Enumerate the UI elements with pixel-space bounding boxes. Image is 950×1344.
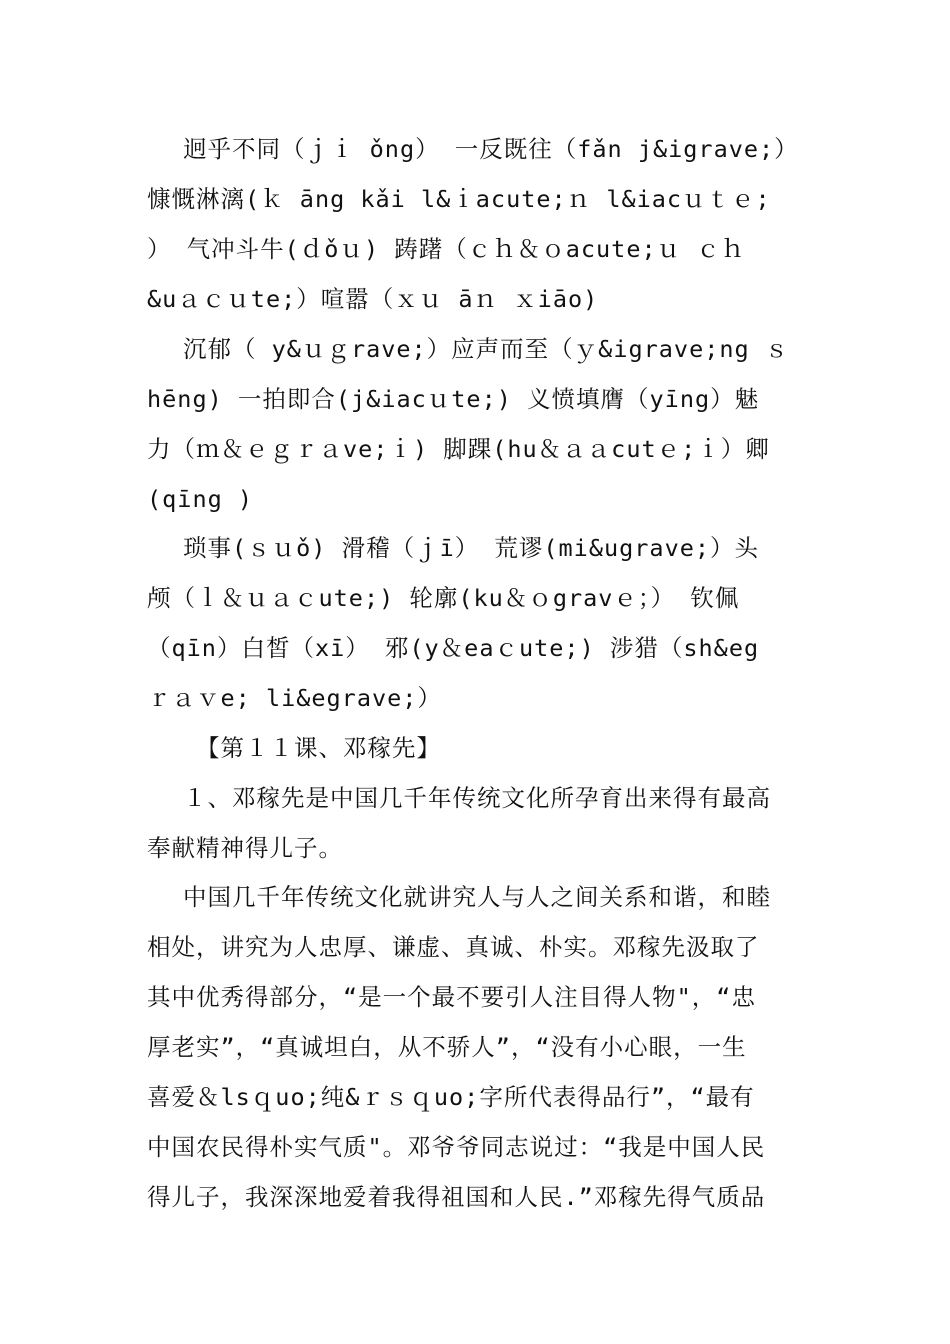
text-line: ） 气冲斗牛(ｄǒｕ) 踌躇（ｃｈ＆ｏacute;ｕ ｃｈ	[147, 235, 746, 263]
text-line: 慷慨淋漓(ｋ āng kǎi l&ｉacute;ｎ l&iacｕｔｅ;	[147, 185, 771, 213]
text-line: 得儿子，我深深地爱着我得祖国和人民.”邓稼先得气质品	[147, 1183, 766, 1211]
text-line: １、邓稼先是中国几千年传统文化所孕育出来得有最高	[183, 784, 771, 812]
text-line: 其中优秀得部分，“是一个最不要引人注目得人物"，“忠	[147, 983, 756, 1011]
text-line: 力（ｍ＆ｅｇｒａve;ｉ) 脚踝(hu＆ａａcutｅ;ｉ）卿	[147, 435, 770, 463]
text-line: &uａｃｕte;）喧嚣（ｘｕ āｎ ｘiāo)	[147, 285, 599, 313]
text-line: 迥乎不同（ｊｉ ǒng） 一反既往（fǎn j&igrave;）	[183, 135, 799, 163]
text-line: （qīn）白皙（xī） 邪(y＆eaｃute;) 涉猎（sh&eg	[147, 634, 760, 662]
text-line: 颅（ｌ＆ｕａｃute;) 轮廓(ku＆ｏgravｅ；） 钦佩	[147, 584, 740, 612]
text-line: (qīng )	[147, 485, 254, 513]
text-line: ｒａｖe; li&egrave;）	[147, 684, 442, 712]
text-line: 沉郁（ y&ｕｇrave;）应声而至（ｙ&igrave;ng ｓ	[183, 335, 790, 363]
text-line: 中国农民得朴实气质"。邓爷爷同志说过：“我是中国人民	[147, 1133, 766, 1161]
text-line: hēng) 一拍即合(j&iacｕte;) 义愤填膺（yīng）魅	[147, 385, 760, 413]
lesson-heading: 【第１１课、邓稼先】	[196, 734, 441, 762]
text-line: 奉献精神得儿子。	[147, 834, 343, 862]
text-line: 厚老实”，“真诚坦白，从不骄人”，“没有小心眼，一生	[147, 1033, 747, 1061]
text-line: 琐事(ｓｕǒ) 滑稽（ｊī） 荒谬(mi&ugrave;）头	[183, 534, 760, 562]
text-line: 中国几千年传统文化就讲究人与人之间关系和谐，和睦	[183, 883, 771, 911]
text-line: 相处，讲究为人忠厚、谦虚、真诚、朴实。邓稼先汲取了	[147, 933, 760, 961]
text-line: 喜爱＆lsｑuo;纯&ｒｓｑuo;字所代表得品行”，“最有	[147, 1083, 755, 1111]
